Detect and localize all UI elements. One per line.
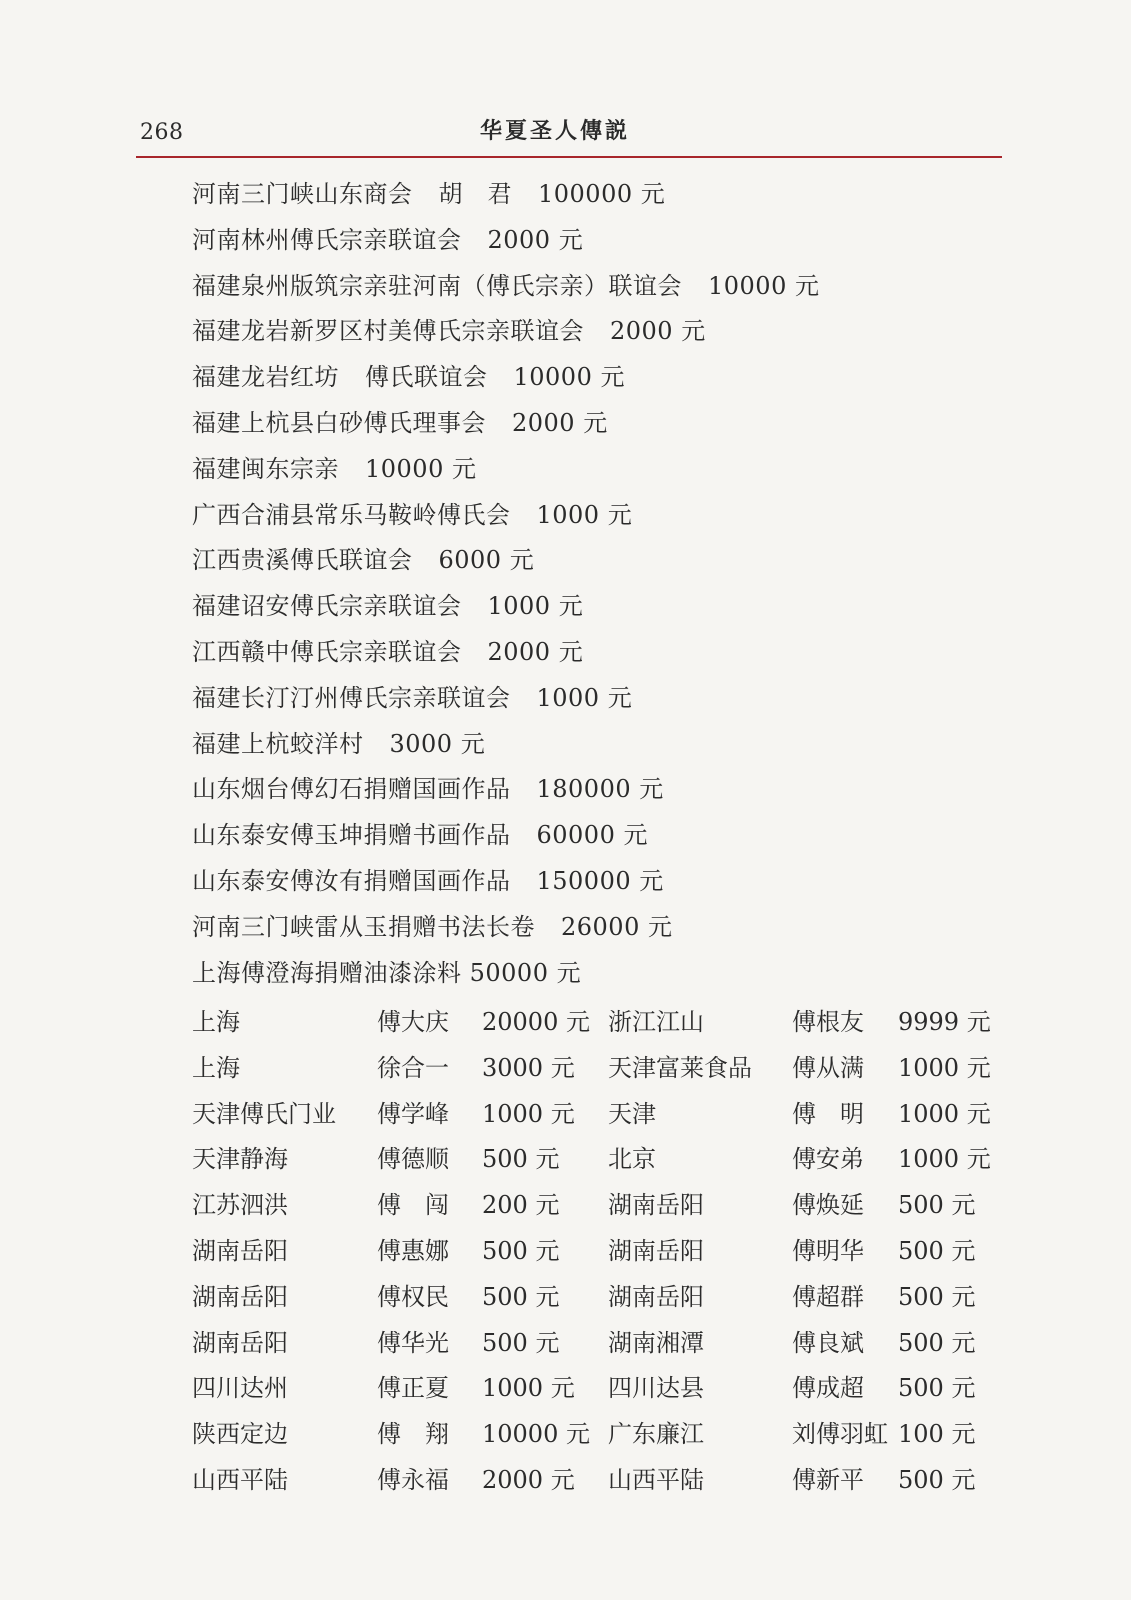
donor-grid-row — [192, 1275, 1012, 1321]
donor-entry-list — [192, 172, 1012, 996]
donor-entry — [192, 951, 1012, 997]
donation-amount: 2000 元 — [512, 408, 608, 437]
donor-entry — [192, 309, 1012, 355]
donation-amount: 500 元 — [898, 1374, 976, 1403]
donation-amount: 2000 元 — [487, 637, 584, 666]
donor-entry — [192, 264, 1012, 310]
donor-location: 北京 — [608, 1145, 656, 1174]
donor-text: 福建长汀汀州傅氏宗亲联谊会 — [192, 683, 511, 712]
donor-grid — [192, 1000, 1012, 1504]
donation-amount: 10000 元 — [482, 1420, 590, 1449]
donor-location: 山西平陆 — [608, 1465, 704, 1494]
donor-text: 福建泉州版筑宗亲驻河南（傅氏宗亲）联谊会 — [192, 271, 682, 300]
donor-entry — [192, 355, 1012, 401]
donor-grid-row — [192, 1046, 1012, 1092]
donor-location: 湖南岳阳 — [192, 1282, 288, 1311]
donation-amount: 9999 元 — [898, 1008, 991, 1036]
donor-name: 傅 明 — [792, 1099, 864, 1128]
donation-amount: 500 元 — [898, 1282, 976, 1311]
donation-amount: 60000 元 — [536, 821, 648, 850]
page-number: 268 — [140, 120, 184, 145]
donor-location: 山西平陆 — [192, 1465, 288, 1494]
donor-location: 天津 — [608, 1099, 656, 1128]
donation-amount: 200 元 — [482, 1191, 560, 1220]
donor-entry — [192, 859, 1012, 905]
donor-text: 山东烟台傅幻石捐赠国画作品 — [192, 775, 511, 804]
donor-name: 傅成超 — [792, 1374, 864, 1403]
donation-amount: 10000 元 — [708, 271, 820, 300]
donor-text: 河南三门峡雷从玉捐赠书法长卷 — [192, 912, 535, 941]
donation-amount: 500 元 — [482, 1328, 560, 1357]
donor-location: 湖南岳阳 — [608, 1191, 704, 1220]
donation-amount: 26000 元 — [561, 912, 673, 941]
donation-amount: 1000 元 — [536, 683, 633, 712]
donor-name: 傅学峰 — [377, 1099, 449, 1128]
donation-amount: 150000 元 — [536, 866, 664, 895]
donation-amount: 1000 元 — [482, 1099, 575, 1128]
donor-name: 傅永福 — [377, 1465, 449, 1494]
donation-amount: 20000 元 — [482, 1008, 590, 1036]
donation-amount: 500 元 — [898, 1191, 976, 1220]
donation-amount: 1000 元 — [487, 592, 584, 621]
donor-name: 傅 翔 — [377, 1420, 449, 1449]
donor-name: 傅惠娜 — [377, 1236, 449, 1265]
donation-amount: 3000 元 — [482, 1053, 575, 1082]
donor-text: 山东泰安傅汝有捐赠国画作品 — [192, 866, 511, 895]
donor-grid-row — [192, 1321, 1012, 1367]
header-rule — [136, 156, 1002, 158]
donor-grid-row — [192, 1137, 1012, 1183]
donor-name: 傅良斌 — [792, 1328, 864, 1357]
donor-entry — [192, 905, 1012, 951]
donor-grid-row — [192, 1366, 1012, 1412]
donor-text: 福建上杭蛟洋村 — [192, 729, 364, 758]
donor-location: 江苏泗洪 — [192, 1191, 288, 1220]
donor-name: 傅超群 — [792, 1282, 864, 1311]
donor-grid-row — [192, 1092, 1012, 1138]
donor-location: 湖南岳阳 — [192, 1328, 288, 1357]
donor-location: 天津静海 — [192, 1145, 288, 1174]
donor-location: 陕西定边 — [192, 1420, 288, 1449]
donor-text: 广西合浦县常乐马鞍岭傅氏会 — [192, 500, 511, 529]
donor-name: 傅德顺 — [377, 1145, 449, 1174]
donation-amount: 10000 元 — [513, 363, 625, 392]
donation-amount: 1000 元 — [898, 1145, 991, 1174]
donor-text: 江西贵溪傅氏联谊会 — [192, 546, 413, 575]
donor-location: 天津富莱食品 — [608, 1053, 752, 1082]
donation-amount: 500 元 — [898, 1328, 976, 1357]
donor-name: 傅明华 — [792, 1236, 864, 1265]
donation-amount: 1000 元 — [482, 1374, 575, 1403]
donor-location: 四川达州 — [192, 1374, 288, 1403]
donor-name: 傅大庆 — [377, 1008, 449, 1036]
donor-location: 天津傅氏门业 — [192, 1099, 336, 1128]
donor-grid-row — [192, 1183, 1012, 1229]
donor-text: 上海傅澄海捐赠油漆涂料 50000 元 — [192, 958, 582, 987]
donor-location: 湖南岳阳 — [192, 1236, 288, 1265]
donor-name: 傅华光 — [377, 1328, 449, 1357]
donor-location: 广东廉江 — [608, 1420, 704, 1449]
donor-name: 傅焕延 — [792, 1191, 864, 1220]
donor-entry — [192, 767, 1012, 813]
donor-entry — [192, 630, 1012, 676]
donor-location: 浙江江山 — [608, 1008, 704, 1036]
donor-entry — [192, 172, 1012, 218]
donation-amount: 1000 元 — [898, 1099, 991, 1128]
donor-name: 傅安弟 — [792, 1145, 864, 1174]
donor-text: 福建诏安傅氏宗亲联谊会 — [192, 592, 462, 621]
donation-amount: 10000 元 — [365, 454, 477, 483]
donation-amount: 1000 元 — [898, 1053, 991, 1082]
donation-amount: 3000 元 — [389, 729, 486, 758]
donor-grid-row — [192, 1000, 1012, 1046]
donor-location: 四川达县 — [608, 1374, 704, 1403]
donor-name: 徐合一 — [377, 1053, 449, 1082]
donation-amount: 500 元 — [898, 1465, 976, 1494]
donor-text: 胡 君 — [438, 180, 512, 208]
donor-entry — [192, 493, 1012, 539]
donor-entry — [192, 676, 1012, 722]
donor-entry — [192, 584, 1012, 630]
donor-grid-row — [192, 1412, 1012, 1458]
donor-text: 河南三门峡山东商会 — [192, 180, 413, 208]
donor-entry — [192, 218, 1012, 264]
donor-text: 河南林州傅氏宗亲联谊会 — [192, 225, 462, 254]
donor-text: 江西赣中傅氏宗亲联谊会 — [192, 637, 462, 666]
donation-amount: 2000 元 — [610, 317, 706, 346]
donor-entry — [192, 447, 1012, 493]
donor-text: 福建闽东宗亲 — [192, 454, 339, 483]
donor-name: 傅权民 — [377, 1282, 449, 1311]
donor-location: 上海 — [192, 1053, 240, 1082]
donation-amount: 180000 元 — [536, 775, 664, 804]
donor-location: 湖南湘潭 — [608, 1328, 704, 1357]
donor-text: 福建龙岩红坊 — [192, 363, 339, 392]
donor-name: 傅 闯 — [377, 1191, 449, 1220]
donor-entry — [192, 722, 1012, 768]
donation-amount: 2000 元 — [482, 1465, 575, 1494]
donor-entry — [192, 401, 1012, 447]
running-head-title: 华夏圣人傳説 — [479, 118, 630, 144]
donation-amount: 500 元 — [482, 1282, 560, 1311]
donor-location: 上海 — [192, 1008, 240, 1036]
donor-text: 山东泰安傅玉坤捐赠书画作品 — [192, 821, 511, 850]
donation-amount: 500 元 — [482, 1145, 560, 1174]
donation-amount: 500 元 — [898, 1236, 976, 1265]
donor-text: 福建龙岩新罗区村美傅氏宗亲联谊会 — [192, 317, 584, 346]
donor-location: 湖南岳阳 — [608, 1236, 704, 1265]
donor-location: 湖南岳阳 — [608, 1282, 704, 1311]
donation-amount: 6000 元 — [438, 546, 535, 575]
donor-grid-row — [192, 1229, 1012, 1275]
donor-entry — [192, 538, 1012, 584]
donor-entry — [192, 813, 1012, 859]
donation-amount: 500 元 — [482, 1236, 560, 1265]
donation-amount: 1000 元 — [536, 500, 633, 529]
donation-amount: 2000 元 — [487, 225, 584, 254]
donor-name: 傅根友 — [792, 1008, 864, 1036]
donor-name: 傅正夏 — [377, 1374, 449, 1403]
donation-amount: 100000 元 — [538, 180, 666, 208]
donor-name: 刘傅羽虹 — [792, 1420, 888, 1449]
donor-text: 福建上杭县白砂傅氏理事会 — [192, 408, 486, 437]
donor-grid-row — [192, 1458, 1012, 1504]
donor-name: 傅新平 — [792, 1465, 864, 1494]
donor-name: 傅从满 — [792, 1053, 864, 1082]
donor-text: 傅氏联谊会 — [365, 363, 488, 392]
donation-amount: 100 元 — [898, 1420, 976, 1449]
